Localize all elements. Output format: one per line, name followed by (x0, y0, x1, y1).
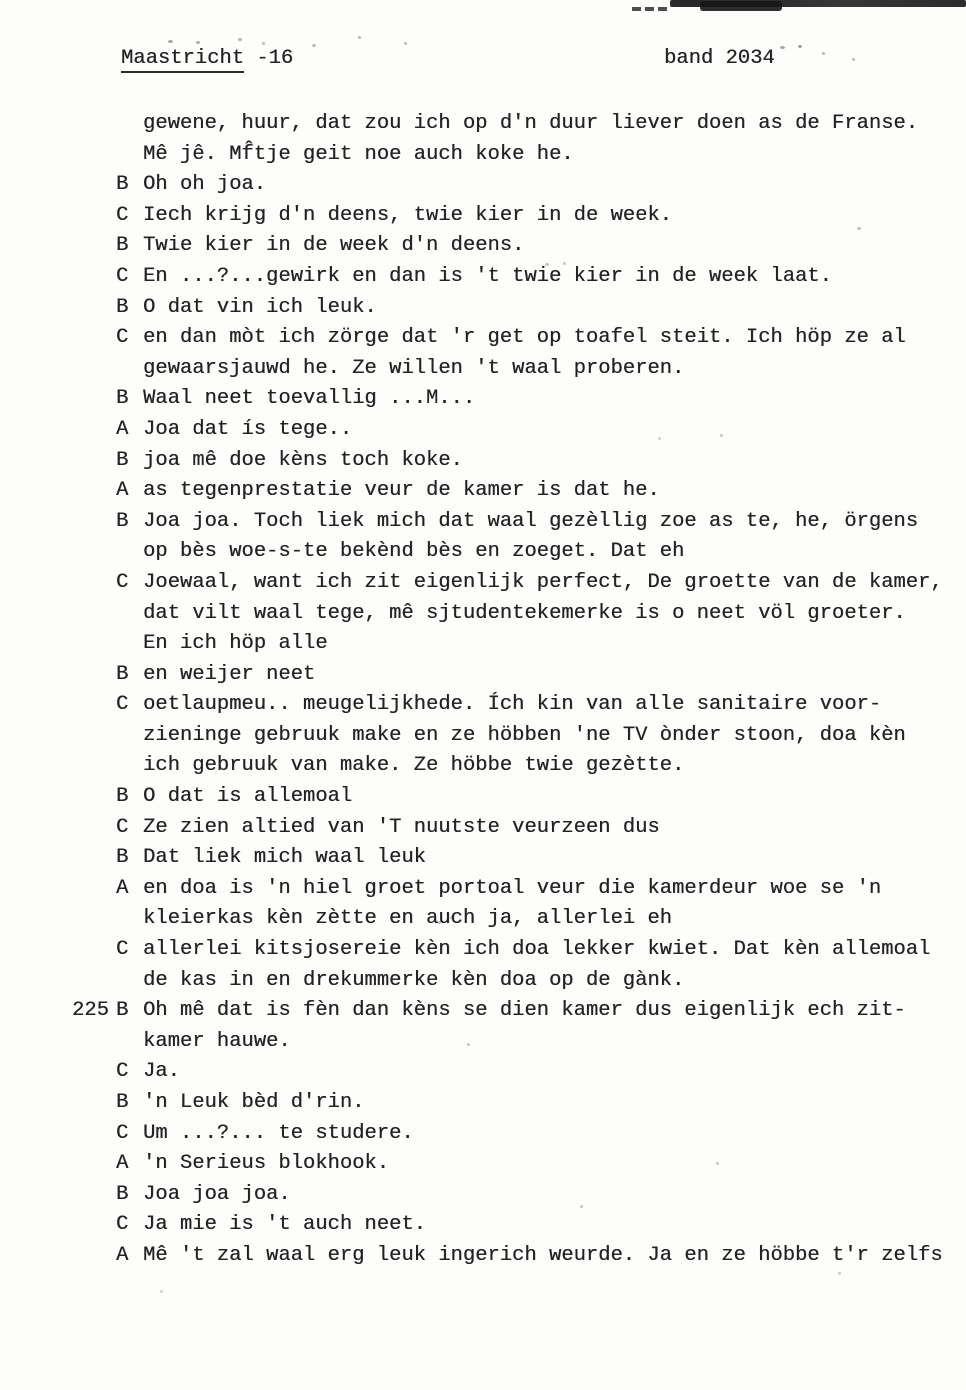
transcript-line (0, 357, 966, 388)
transcript-line (0, 265, 966, 296)
noise-speck (168, 40, 173, 43)
transcript-line (0, 938, 966, 969)
line-text: Waal neet toevallig ...M... (143, 387, 476, 411)
line-text: Ze zien altied van 'T nuutste veurzeen dus (143, 815, 660, 839)
line-text: Joa dat ís tege.. (143, 417, 353, 441)
line-text: Oh mê dat is fèn dan kèns se dien kamer dus eigenlijk ech zit- (143, 999, 906, 1023)
transcript (0, 112, 966, 1275)
noise-speck (852, 58, 855, 61)
line-text: en weijer neet (143, 662, 316, 686)
noise-speck (404, 42, 407, 45)
transcript-line (0, 296, 966, 327)
line-text: joa mê doe kèns toch koke. (143, 448, 463, 472)
line-text: kamer hauwe. (143, 1029, 291, 1053)
transcript-line (0, 387, 966, 418)
transcript-line (0, 1091, 966, 1122)
line-text: 'n Serieus blokhook. (143, 1152, 390, 1176)
page-title (121, 47, 293, 70)
transcript-line (0, 540, 966, 571)
noise-speck (358, 36, 361, 39)
line-text: as tegenprestatie veur de kamer is dat he. (143, 479, 660, 503)
transcript-line (0, 143, 966, 174)
speaker-label: C (116, 203, 129, 227)
speaker-label: C (116, 326, 129, 350)
line-text: dat vilt waal tege, mê sjtudentekemerke is o neet völ groeter. (143, 601, 906, 625)
line-text: oetlaupmeu.. meugelijkhede. Ích kin van alle sanitaire voor- (143, 693, 882, 717)
line-text: Iech krijg d'n deens, twie kier in de week. (143, 203, 672, 227)
line-text: Dat liek mich waal leuk (143, 846, 426, 870)
line-text: Oh oh joa. (143, 173, 267, 197)
speaker-label: B (116, 1091, 129, 1114)
line-text: Twie kier in de week d'n deens. (143, 234, 525, 258)
line-text: gewene, huur, dat zou ich op d'n duur liever doen as de Franse. (143, 112, 919, 135)
speaker-label: B (116, 295, 129, 319)
transcript-line (0, 571, 966, 602)
speaker-label: B (116, 662, 129, 686)
speaker-label: B (116, 448, 129, 472)
speaker-label: A (116, 479, 129, 503)
transcript-line (0, 449, 966, 480)
transcript-line (0, 907, 966, 938)
speaker-label: B (116, 509, 129, 533)
line-text: allerlei kitsjosereie kèn ich doa lekker kwiet. Dat kèn allemoal (143, 938, 931, 962)
noise-speck (238, 38, 242, 41)
line-text: ich gebruuk van make. Ze höbbe twie gezètte. (143, 754, 685, 778)
line-text: Joewaal, want ich zit eigenlijk perfect, De groette van de kamer, (143, 570, 943, 594)
noise-speck (780, 46, 785, 49)
transcript-line (0, 1122, 966, 1153)
speaker-label: C (116, 1121, 129, 1145)
speaker-label: C (116, 570, 129, 594)
scan-smudge (632, 7, 668, 11)
speaker-label: A (116, 1152, 129, 1176)
speaker-label: C (116, 1213, 129, 1237)
speaker-label: C (116, 264, 129, 288)
speaker-label: B (116, 846, 129, 870)
transcript-line (0, 846, 966, 877)
noise-speck (196, 41, 200, 44)
speaker-label: B (116, 785, 129, 809)
line-number: 225 (72, 999, 109, 1023)
line-text: Mê 't zal waal erg leuk ingerich weurde. Ja en ze höbbe t'r zelfs (143, 1243, 943, 1267)
transcript-line (0, 663, 966, 694)
line-text: Ja. (143, 1060, 180, 1084)
speaker-label: C (116, 1060, 129, 1084)
transcript-line (0, 602, 966, 633)
line-text: kleierkas kèn zètte en auch ja, allerlei eh (143, 907, 672, 931)
line-text: Mê jê. Mf̂tje geit noe auch koke he. (143, 142, 574, 166)
page-title-word: Maastricht (121, 47, 244, 73)
transcript-line (0, 877, 966, 908)
transcript-line (0, 693, 966, 724)
transcript-line (0, 173, 966, 204)
transcript-line (0, 479, 966, 510)
line-text: Ja mie is 't auch neet. (143, 1213, 426, 1237)
line-text: en dan mòt ich zörge dat 'r get op toafel steit. Ich höp ze al (143, 326, 906, 350)
line-text: 'n Leuk bèd d'rin. (143, 1091, 365, 1114)
transcript-line (0, 999, 966, 1030)
transcript-line (0, 112, 966, 143)
noise-speck (822, 52, 825, 55)
transcript-line (0, 204, 966, 235)
noise-speck (312, 44, 316, 47)
line-text: En ...?...gewirk en dan is 't twie kier in de week laat. (143, 264, 832, 288)
speaker-label: C (116, 815, 129, 839)
band-label: band 2034 (664, 47, 775, 70)
transcript-line (0, 1152, 966, 1183)
transcript-line (0, 1244, 966, 1275)
speaker-label: B (116, 387, 129, 411)
line-text: en doa is 'n hiel groet portoal veur die kamerdeur woe se 'n (143, 876, 882, 900)
line-text: O dat vin ich leuk. (143, 295, 377, 319)
speaker-label: C (116, 938, 129, 962)
line-text: Joa joa. Toch liek mich dat waal gezèllig zoe as te, he, örgens (143, 509, 919, 533)
transcript-line (0, 816, 966, 847)
transcript-line (0, 969, 966, 1000)
speaker-label: C (116, 693, 129, 717)
line-text: gewaarsjauwd he. Ze willen 't waal proberen. (143, 356, 685, 380)
speaker-label: A (116, 417, 129, 441)
line-text: En ich höp alle (143, 632, 328, 656)
transcript-line (0, 326, 966, 357)
line-text: de kas in en drekummerke kèn doa op de gànk. (143, 968, 685, 992)
speaker-label: A (116, 1243, 129, 1267)
noise-speck (262, 42, 265, 45)
line-text: Um ...?... te studere. (143, 1121, 414, 1145)
transcript-line (0, 418, 966, 449)
line-text: zieninge gebruuk make en ze höbben 'ne TV ònder stoon, doa kèn (143, 723, 906, 747)
transcript-line (0, 1060, 966, 1091)
noise-speck (160, 1290, 163, 1293)
speaker-label: B (116, 1182, 129, 1206)
scan-smudge (700, 1, 782, 11)
line-text: op bès woe-s-te bekènd bès en zoeget. Dat eh (143, 540, 685, 564)
transcript-line (0, 510, 966, 541)
speaker-label: B (116, 999, 129, 1023)
transcript-line (0, 234, 966, 265)
line-text: O dat is allemoal (143, 785, 353, 809)
transcript-line (0, 754, 966, 785)
transcript-line (0, 724, 966, 755)
noise-speck (798, 45, 802, 48)
transcript-line (0, 1183, 966, 1214)
page-title-number: -16 (244, 47, 294, 70)
transcript-line (0, 785, 966, 816)
line-text: Joa joa joa. (143, 1182, 291, 1206)
speaker-label: A (116, 876, 129, 900)
transcript-line (0, 632, 966, 663)
transcript-line (0, 1030, 966, 1061)
transcript-line (0, 1213, 966, 1244)
speaker-label: B (116, 173, 129, 197)
speaker-label: B (116, 234, 129, 258)
